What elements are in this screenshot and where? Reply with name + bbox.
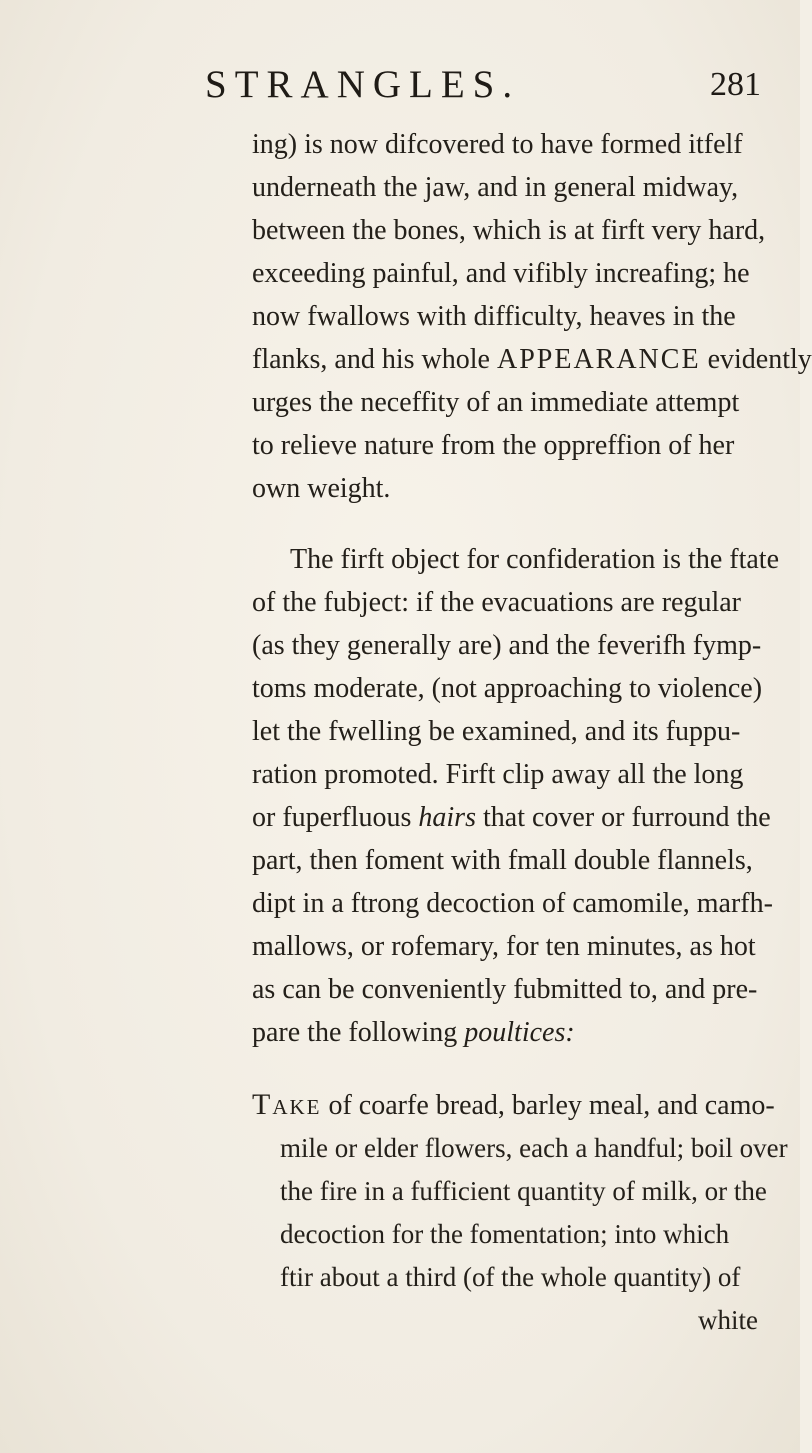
text-line <box>252 1085 775 1126</box>
text-span: that cover or furround the <box>482 802 771 833</box>
text-line: urges the neceffity of an immediate attempt <box>252 387 740 418</box>
text-line <box>252 340 812 380</box>
text-line: underneath the jaw, and in general midway, <box>252 172 739 203</box>
text-line: ration promoted. Firft clip away all the long <box>252 759 744 790</box>
text-line: mile or elder flowers, each a handful; boil over <box>280 1133 788 1163</box>
text-line: to relieve nature from the oppreffion of her <box>252 430 735 461</box>
text-line: the fire in a fufficient quantity of milk, or the <box>280 1176 767 1206</box>
running-head: STRANGLES. <box>205 63 521 106</box>
text-span: pare the following <box>252 1017 458 1048</box>
text-span: of coarfe bread, barley meal, and camo- <box>328 1090 775 1121</box>
page-header <box>0 62 800 112</box>
text-line: The firft object for confideration is the ftate <box>290 544 780 575</box>
text-line: exceeding painful, and vifibly increafing; he <box>252 258 750 289</box>
text-line: ing) is now difcovered to have formed itfelf <box>252 129 743 160</box>
text-line: decoction for the fomentation; into which <box>280 1219 730 1249</box>
catchword: white <box>698 1305 758 1335</box>
small-caps-word: Take <box>252 1088 322 1121</box>
text-line: own weight. <box>252 473 391 504</box>
text-line: (as they generally are) and the feverifh fymp- <box>252 630 762 661</box>
italic-word: hairs <box>418 802 476 833</box>
text-line: dipt in a ftrong decoction of camomile, marfh- <box>252 888 773 919</box>
text-line: let the fwelling be examined, and its fuppu- <box>252 716 741 747</box>
small-caps-word: APPEARANCE <box>496 344 701 375</box>
text-span: or fuperfluous <box>252 802 412 833</box>
text-line: between the bones, which is at firft very hard, <box>252 215 766 246</box>
text-line: as can be conveniently fubmitted to, and pre- <box>252 974 758 1005</box>
text-line: now fwallows with difficulty, heaves in the <box>252 301 736 332</box>
text-line <box>252 798 771 838</box>
text-line: ftir about a third (of the whole quantity) of <box>280 1262 741 1292</box>
text-line: toms moderate, (not approaching to violence) <box>252 673 763 704</box>
text-span: evidently <box>707 344 812 375</box>
text-line <box>252 1013 575 1053</box>
text-line: of the fubject: if the evacuations are regular <box>252 587 741 618</box>
italic-word: poultices: <box>464 1017 575 1048</box>
text-span: flanks, and his whole <box>252 344 490 375</box>
page-number: 281 <box>710 66 761 103</box>
text-line: part, then foment with fmall double flannels, <box>252 845 753 876</box>
text-line: mallows, or rofemary, for ten minutes, as hot <box>252 931 756 962</box>
